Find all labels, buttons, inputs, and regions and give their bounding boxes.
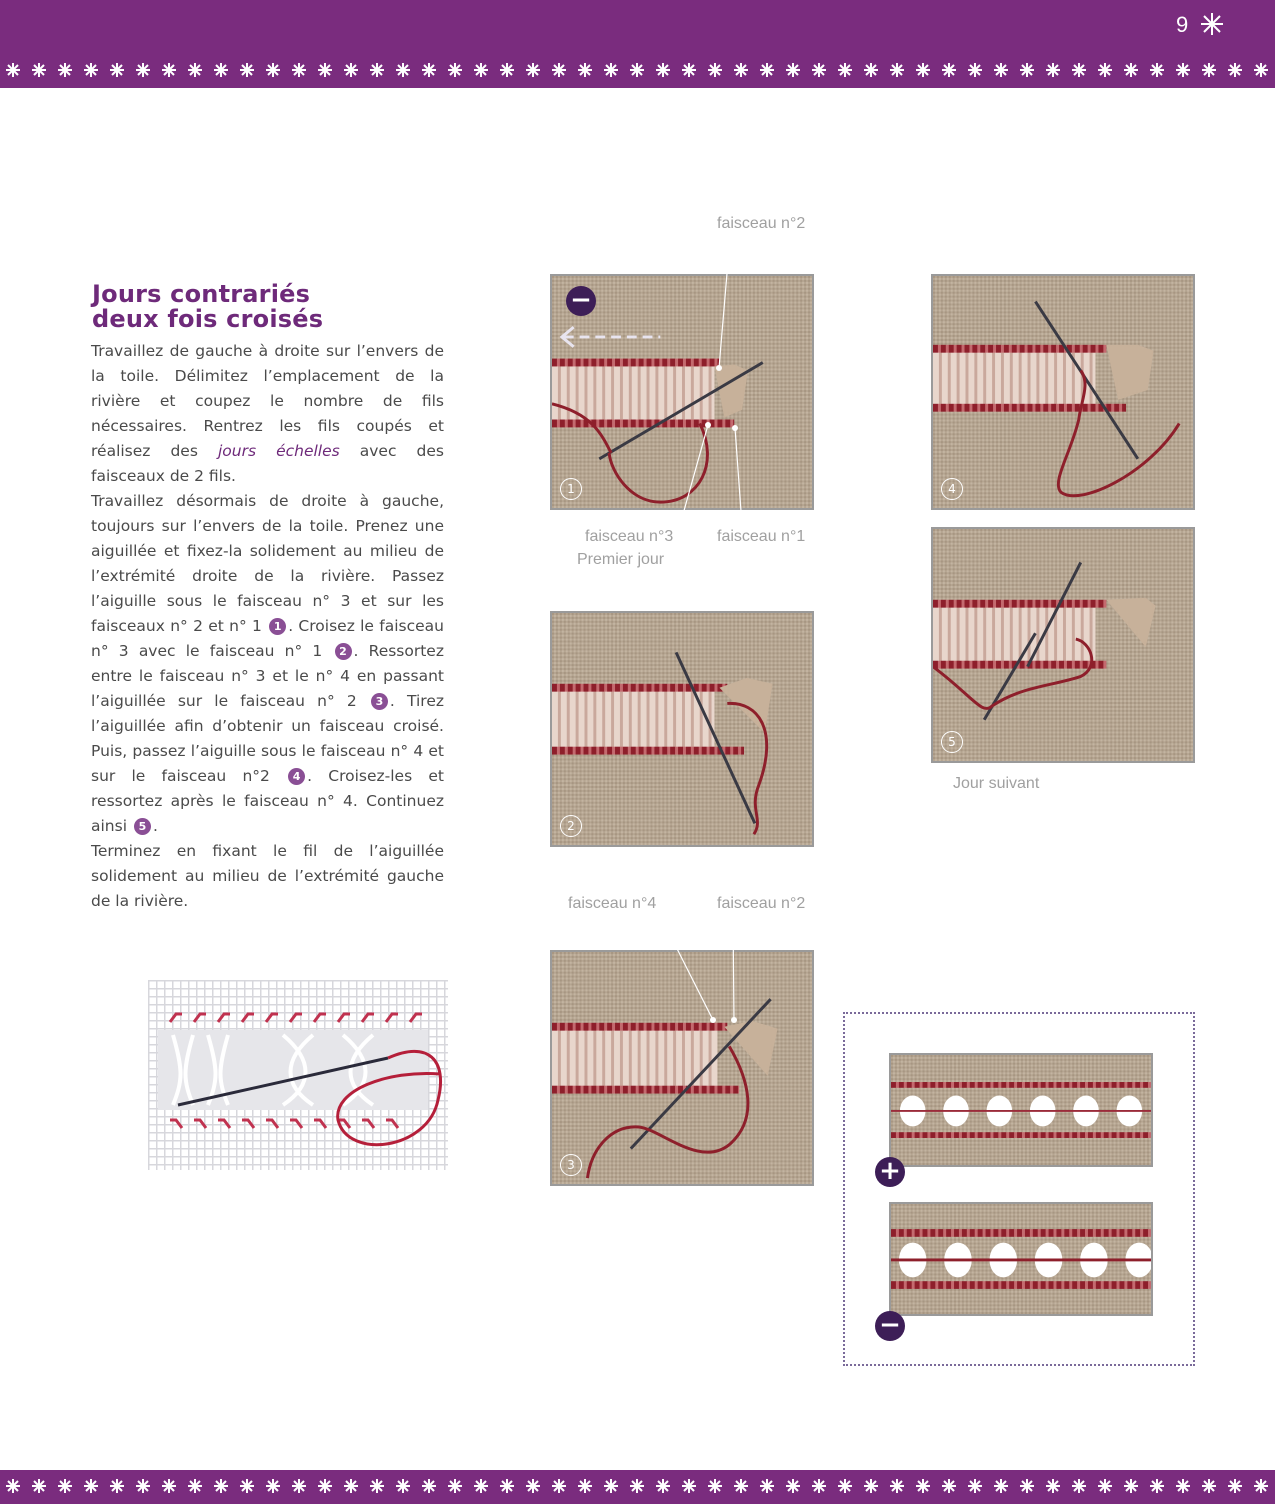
step-number-badge: 2: [560, 815, 582, 837]
photo-step-2-image: [552, 613, 812, 845]
page-number: 9: [1176, 12, 1189, 37]
label-faisceau-4: faisceau n°4: [568, 895, 657, 912]
step-number-badge: 4: [941, 478, 963, 500]
paragraph-2: [91, 489, 444, 839]
step-number-badge: 5: [941, 731, 963, 753]
minus-badge: −: [875, 1311, 905, 1341]
text-run: . Tirez l’aiguillée afin d’obtenir un faisceau croisé. Puis, passez l’aiguille sous le faisceau n° 4 et sur le faisceau n°2: [91, 692, 445, 785]
label-faisceau-1: faisceau n°1: [717, 528, 806, 545]
photo-result-front-image: [891, 1055, 1151, 1165]
lace-border: [0, 60, 1275, 80]
article-title: [92, 282, 452, 332]
step-ref-2: 2: [335, 643, 352, 660]
title-line-1: Jours contrariés: [92, 280, 311, 308]
paragraph-1: [91, 339, 444, 489]
photo-step-4: [931, 274, 1195, 510]
step-ref-5: 5: [134, 818, 151, 835]
text-run: Travaillez de gauche à droite sur l’envers de la toile. Délimitez l’emplacement de la rivière et coupez le nombre de fils nécessaires. Rentrez les fils coupés et réalisez des: [91, 342, 444, 460]
photo-step-4-image: [933, 276, 1193, 508]
text-run: Travaillez désormais de droite à gauche, toujours sur l’envers de la toile. Prenez une aiguillée et fixez-la solidement au milieu de l’extrémité droite de la rivière. Passez l’aiguille sous le faisceau n° 3 et sur les faisceaux n° 2 et n° 1: [91, 492, 444, 635]
lace-border: [0, 1476, 1275, 1496]
photo-result-back: [889, 1202, 1153, 1316]
photo-result-back-image: [891, 1204, 1151, 1314]
photo-step-3: [550, 950, 814, 1186]
emphasis-jours-echelles: jours échelles: [217, 442, 340, 460]
label-faisceau-2-top: faisceau n°2: [717, 215, 806, 232]
step-number-badge: 1: [560, 478, 582, 500]
label-premier-jour: Premier jour: [577, 551, 665, 568]
label-faisceau-2-bottom: faisceau n°2: [717, 895, 806, 912]
text-run: . Croisez le faisceau n° 3 avec le faisceau n° 1: [91, 617, 444, 660]
paragraph-3: Terminez en fixant le fil de l’aiguillée solidement au milieu de l’extrémité gauche de la rivière.: [91, 842, 444, 910]
text-run: . Croisez-les et ressortez après le faisceau n° 4. Continuez ainsi: [91, 767, 444, 835]
header-band: [0, 0, 1275, 88]
star-icon: [1200, 12, 1224, 36]
title-line-2: deux fois croisés: [92, 305, 324, 333]
photo-step-5: [931, 527, 1195, 763]
photo-step-2: [550, 611, 814, 847]
photo-step-3-image: [552, 952, 812, 1184]
text-run: avec des faisceaux de 2 fils.: [91, 442, 444, 485]
step-ref-4: 4: [288, 768, 305, 785]
label-faisceau-3: faisceau n°3: [585, 528, 674, 545]
text-run: .: [152, 817, 158, 835]
step-number-badge: 3: [560, 1154, 582, 1176]
photo-step-5-image: [933, 529, 1193, 761]
step-ref-3: 3: [371, 693, 388, 710]
text-run: . Ressortez entre le faisceau n° 3 et le n° 4 en passant l’aiguillée sur le faisceau n° 2: [91, 642, 444, 710]
label-jour-suivant: Jour suivant: [953, 775, 1040, 792]
stitch-diagram: [148, 980, 448, 1170]
plus-badge: +: [875, 1157, 905, 1187]
article-body: [91, 339, 444, 914]
photo-step-1: [550, 274, 814, 510]
footer-band: [0, 1470, 1275, 1504]
photo-result-front: [889, 1053, 1153, 1167]
step-ref-1: 1: [269, 618, 286, 635]
minus-badge: −: [566, 286, 596, 316]
